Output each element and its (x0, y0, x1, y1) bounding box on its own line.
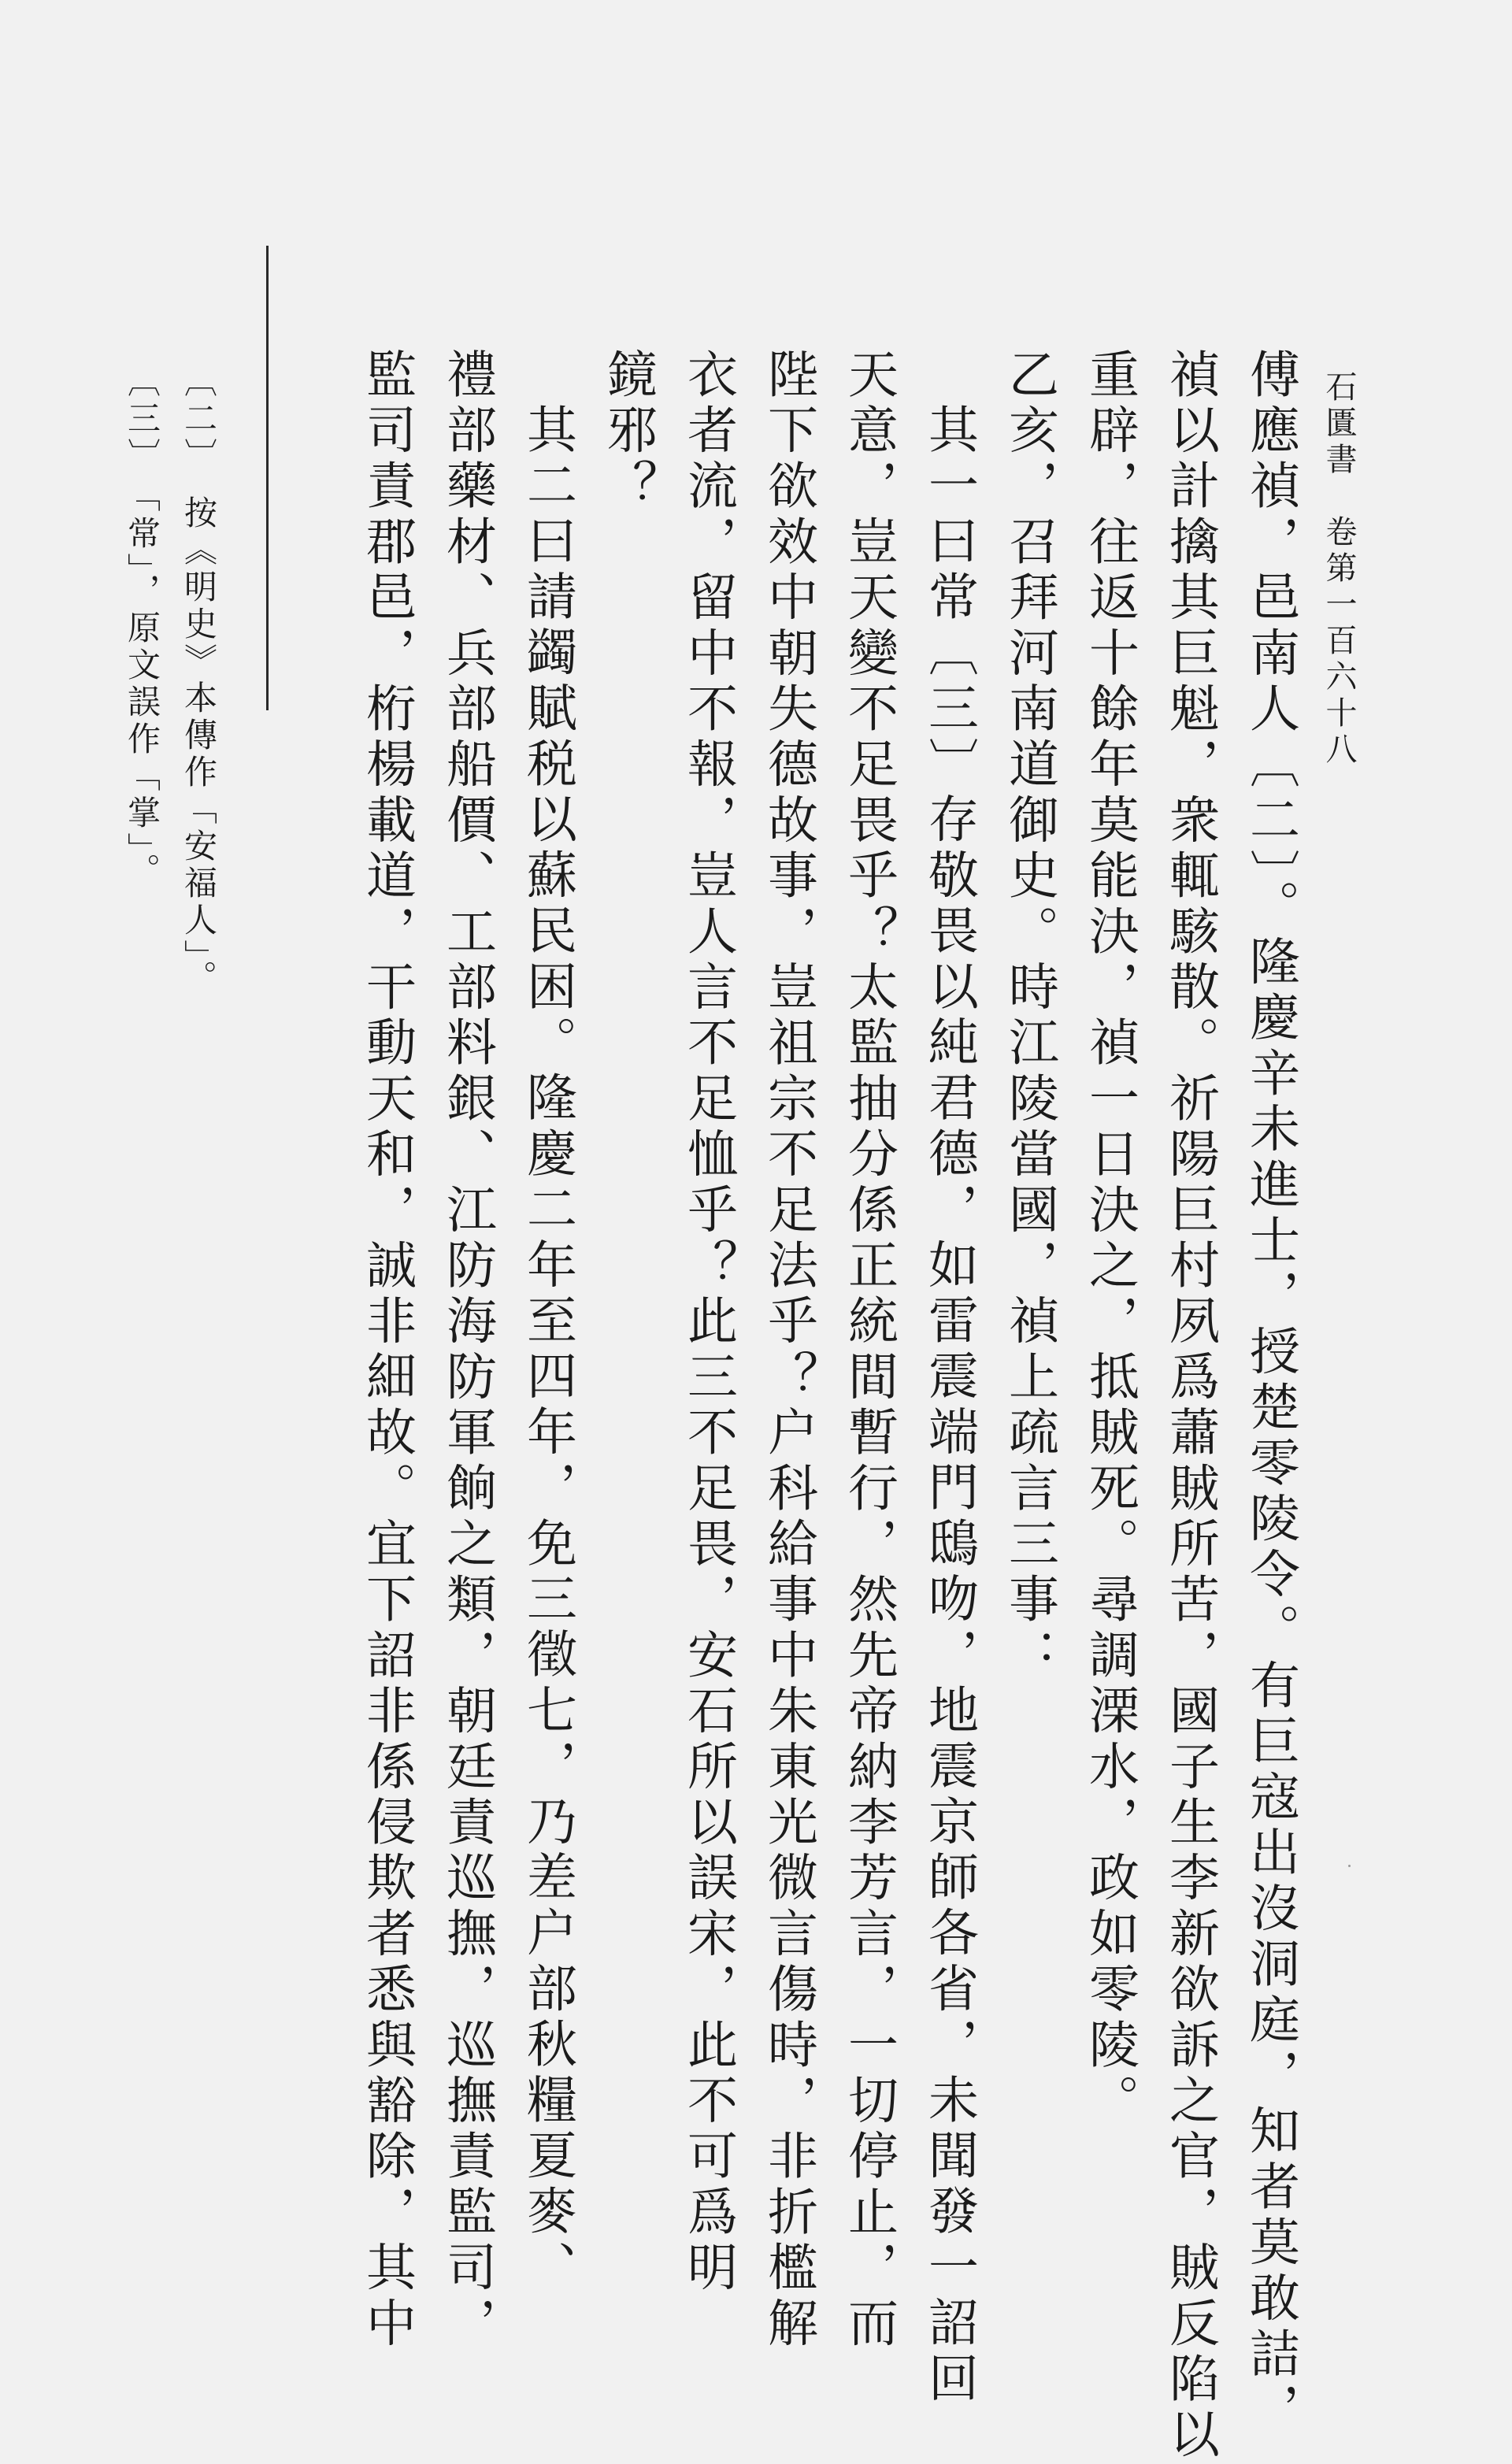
text-line-3: 重辟，往返十餘年莫能決，禎一日決之，抵賊死。尋調溧水，政如零陵。 (1080, 348, 1139, 2130)
text-line-11: 禮部藥材、兵部船價、工部料銀、江防海防軍餉之類，朝廷責巡撫，巡撫責監司， (438, 348, 496, 2353)
footnote-2: 〔二〕 按《明史》本傳作「安福人」。 (180, 364, 218, 997)
text-line-10: 其二曰請蠲賦税以蘇民困。隆慶二年至四年，免三徵七，乃差户部秋糧夏麥、 (518, 403, 576, 2296)
text-line-8: 衣者流，留中不報，豈人言不足恤乎？此三不足畏，安石所以誤宋，此不可爲明 (679, 348, 737, 2297)
page-speck (1348, 1865, 1351, 1867)
text-line-6: 天意，豈天變不足畏乎？太監抽分係正統間暫行，然先帝納李芳言，一切停止，而 (839, 348, 898, 2353)
footnote-3: 〔三〕 「常」，原文誤作「掌」。 (123, 364, 161, 890)
text-line-9: 鏡邪？ (598, 348, 657, 516)
text-line-12: 監司責郡邑，桁楊載道，干動天和，誠非細故。宜下詔非係侵欺者悉與豁除，其中 (358, 348, 416, 2353)
running-header: 石匱書 卷第一百六十八 (1321, 370, 1357, 769)
text-line-4: 乙亥，召拜河南道御史。時江陵當國，禎上疏言三事： (1000, 348, 1058, 1684)
text-line-5: 其一曰常〔三〕存敬畏以純君德，如雷震端門鴟吻，地震京師各省，未聞發一詔回 (920, 403, 978, 2408)
text-line-1: 傅應禎，邑南人〔二〕。隆慶辛未進士，授楚零陵令。有巨寇出沒洞庭，知者莫敢詰， (1241, 348, 1299, 2439)
text-line-2: 禎以計擒其巨魁，衆輒駭散。祈陽巨村夙爲蕭賊所苦，國子生李新欲訴之官，賊反陷以 (1161, 348, 1219, 2464)
footnote-divider (266, 246, 269, 710)
text-line-7: 陛下欲效中朝失德故事，豈祖宗不足法乎？户科給事中朱東光微言傷時，非折檻解 (759, 348, 817, 2353)
